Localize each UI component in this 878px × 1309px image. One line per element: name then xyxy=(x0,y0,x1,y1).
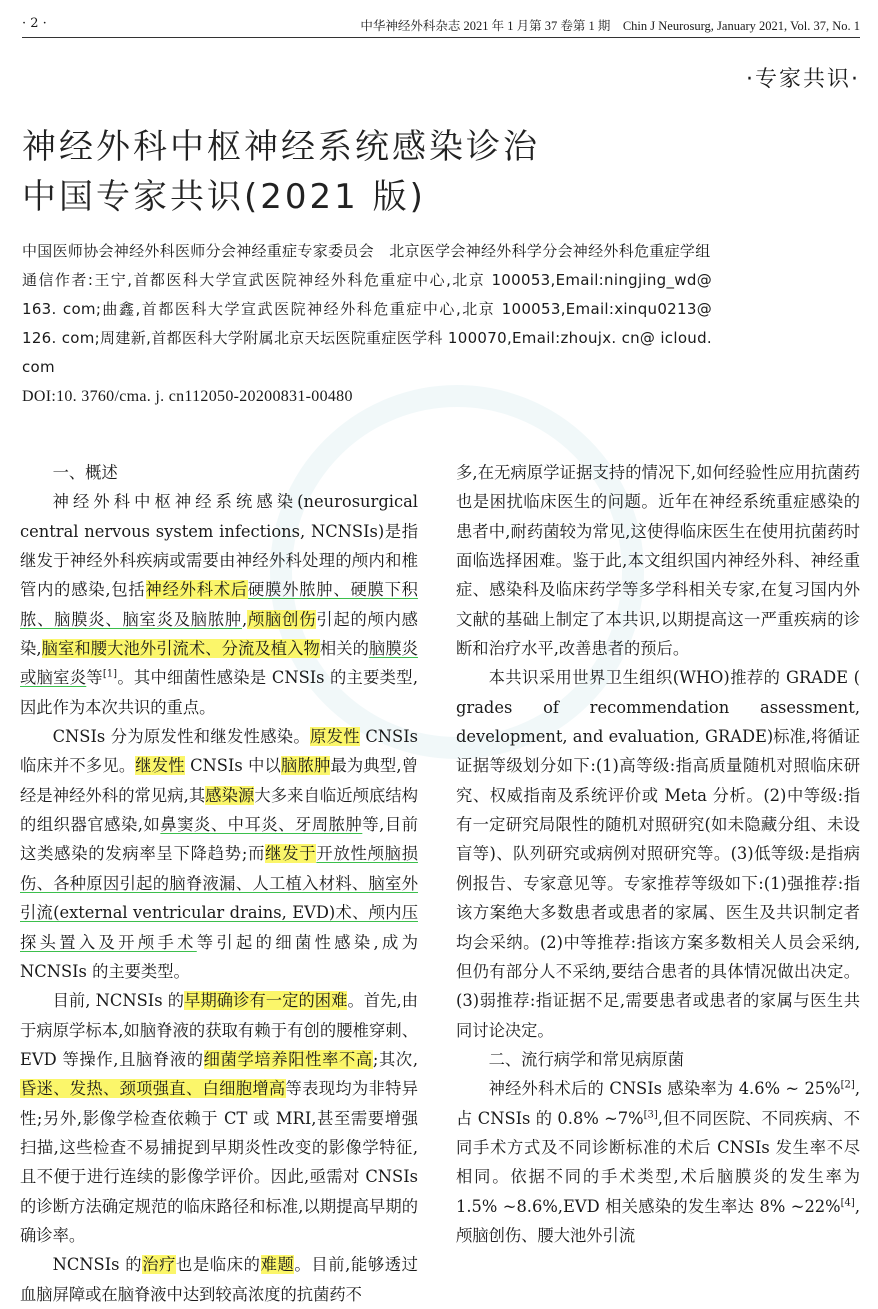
authors: 中国医师协会神经外科医师分会神经重症专家委员会 北京医学会神经外科学分会神经外科危重症学组 xyxy=(22,242,711,260)
text-run: CNSIs 中以 xyxy=(184,756,282,776)
text-run: 等,目前这类感染的发病率呈下降趋势;而 xyxy=(20,815,418,864)
journal-info: 中华神经外科杂志 2021 年 1 月第 37 卷第 1 期 Chin J Neurosurg, January 2021, Vol. 37, No. 1 xyxy=(360,19,860,33)
highlight: 神经外科术后 xyxy=(145,580,248,600)
section-heading-2: 二、流行病学和常见病原菌 xyxy=(488,1049,684,1069)
paragraph xyxy=(20,487,418,722)
text-run: 目前, NCNSIs 的 xyxy=(52,991,185,1011)
text-run: ,但不同医院、不同疾病、不同手术方式及不同诊断标准的术后 CNSIs 发生率不尽相同。依据不同的手术类型,术后脑膜炎的发生率为 1.5% ~8.6%,EVD 相关感染的发生率达 8% ~22% xyxy=(456,1108,860,1216)
citation: [4] xyxy=(840,1197,855,1209)
highlight: 颅脑创伤 xyxy=(247,609,317,629)
text-run: 等表现均为非特异性;另外,影像学检查依赖于 CT 或 MRI,甚至需要增强扫描,这些检查不易捕捉到早期炎性改变的影像学特征,且不便于进行连续的影像学评价。因此,亟需对 CNSIs 的诊断方法确定规范的临床路径和标准,以期提高早期的确诊率。 xyxy=(20,1079,418,1245)
paragraph xyxy=(456,1074,860,1250)
text-run: ,颅脑创伤、腰大池外引流 xyxy=(456,1196,860,1245)
highlight: 感染源 xyxy=(205,785,255,805)
text-run: 多,在无病原学证据支持的情况下,如何经验性应用抗菌药也是困扰临床医生的问题。近年在神经系统重症感染的患者中,耐药菌较为常见,这使得临床医生在使用抗菌药时面临选择困难。鉴于此,本文组织国内神经外科、神经重症、感染科及临床药学等多学科相关专家,在复习国内外文献的基础上制定了本共识,以期提高这一严重疾病的诊断和治疗水平,改善患者的预后。 xyxy=(456,463,860,659)
text-run: CNSIs 临床并不多见。 xyxy=(20,727,418,776)
column-tag: ·专家共识· xyxy=(746,67,860,92)
text-run: CNSIs 分为原发性和继发性感染。 xyxy=(52,727,311,747)
text-run: 本共识采用世界卫生组织(WHO)推荐的 GRADE ( grades of recommendation assessment, development, and evaluation, GRADE)标准,将循证证据等级划分如下:(1)高等级:指高质量随机对照临床研究、权威指南及系统评价或 Meta 分析。(2)中等级:指有一定研究局限性的随机对照研究(如未隐藏分组、未设盲等)、队列研究或病例对照研究等。(3)低等级:是指病例报告、专家意见等。专家推荐等级如下:(1)强推荐:指该方案绝大多数患者或患者的家属、医生及共识制定者均会采纳。(2)中等推荐:指该方案多数相关人员会采纳,但仍有部分人不采纳,要结合患者的具体情况做出决定。(3)弱推荐:指证据不足,需要患者或患者的家属与医生共同讨论决定。 xyxy=(456,668,860,1040)
text-run: 神经外科中枢神经系统感染(neurosurgical central nervous system infections, NCNSIs)是指继发于神经外科疾病或需要由神经外科处理的颅内和椎管内的感染,包括 xyxy=(20,492,418,600)
text-run: 也是临床的 xyxy=(176,1255,261,1275)
paragraph xyxy=(456,663,860,1044)
underline-mark: 鼻窦炎、中耳炎、牙周脓肿 xyxy=(160,815,363,835)
citation: [2] xyxy=(840,1079,855,1091)
highlight: 脑脓肿 xyxy=(281,756,331,776)
article-title xyxy=(22,122,540,222)
text-run: 等引起的细菌性感染,成为 NCNSIs 的主要类型。 xyxy=(20,932,418,981)
left-column xyxy=(20,458,418,1309)
section-heading-1: 一、概述 xyxy=(52,463,118,482)
text-run: ;其次, xyxy=(372,1049,418,1069)
underline-mark: 脑膜炎或脑室炎 xyxy=(20,639,418,688)
text-run: 大多来自临近颅底结构的组织器官感染,如 xyxy=(20,785,418,835)
highlight: 细菌学培养阳性率不高 xyxy=(203,1049,373,1069)
paragraph xyxy=(20,986,418,1250)
correspondence: 通信作者:王宁,首都医科大学宣武医院神经外科危重症中心,北京 100053,Email:ningjing_wd@ 163. com;曲鑫,首都医科大学宣武医院神经外科危重症中心,北京 100053,Email:xinqu0213@ 126. com;周建新,首都医科大学附属北京天坛医院重症医学科 100070,Email:zhoujx. cn@ icloud. com xyxy=(22,271,712,376)
citation: [3] xyxy=(643,1109,658,1121)
text-run: 。其中细菌性感染是 CNSIs 的主要类型,因此作为本次共识的重点。 xyxy=(20,668,418,717)
text-run: , xyxy=(242,609,248,629)
text-run: 最为典型,曾经是神经外科的常见病,其 xyxy=(20,756,418,805)
highlight: 继发性 xyxy=(135,756,185,776)
text-run: 。目前,能够透过血脑屏障或在脑脊液中达到较高浓度的抗菌药不 xyxy=(20,1255,418,1304)
title-line-1: 神经外科中枢神经系统感染诊治 xyxy=(22,127,540,167)
paragraph-continued xyxy=(456,458,860,663)
text-run: 等 xyxy=(86,668,103,688)
text-run: 。首先,由于病原学标本,如脑脊液的获取有赖于有创的腰椎穿刺、EVD 等操作,且脑脊液的 xyxy=(20,991,418,1069)
page-number: · 2 · xyxy=(22,16,47,31)
highlight: 治疗 xyxy=(142,1255,177,1275)
underline-mark: 硬膜外脓肿、硬膜下积脓、脑膜炎、脑室炎及脑脓肿 xyxy=(20,580,418,629)
text-run: NCNSIs 的 xyxy=(52,1255,143,1275)
running-header xyxy=(22,14,860,34)
text-run: ,占 CNSIs 的 0.8% ~7% xyxy=(456,1079,860,1128)
highlight: 昏迷、发热、颈项强直、白细胞增高 xyxy=(20,1079,286,1099)
text-run: 相关的 xyxy=(319,639,369,659)
article-meta xyxy=(22,237,712,411)
highlight: 脑室和腰大池外引流术、分流及植入物 xyxy=(41,639,320,659)
doi: DOI:10. 3760/cma. j. cn112050-20200831-00480 xyxy=(22,388,353,405)
highlight: 早期确诊有一定的困难 xyxy=(184,991,348,1011)
underline-mark: 开放性颅脑损伤、各种原因引起的脑脊液漏、人工植入材料、脑室外引流(external ventricular drains, EVD)术、颅内压探头置入及开颅手术 xyxy=(20,844,418,952)
highlight: 原发性 xyxy=(310,727,360,747)
citation: [1] xyxy=(102,668,118,680)
highlight: 继发于 xyxy=(265,844,317,864)
text-run: 神经外科术后的 CNSIs 感染率为 4.6% ~ 25% xyxy=(488,1079,841,1099)
paragraph xyxy=(20,722,418,986)
highlight: 难题 xyxy=(260,1255,295,1275)
header-rule xyxy=(22,37,860,38)
title-line-2: 中国专家共识(2021 版) xyxy=(22,177,426,217)
right-column xyxy=(456,458,860,1250)
text-run: 引起的颅内感染, xyxy=(20,609,418,659)
